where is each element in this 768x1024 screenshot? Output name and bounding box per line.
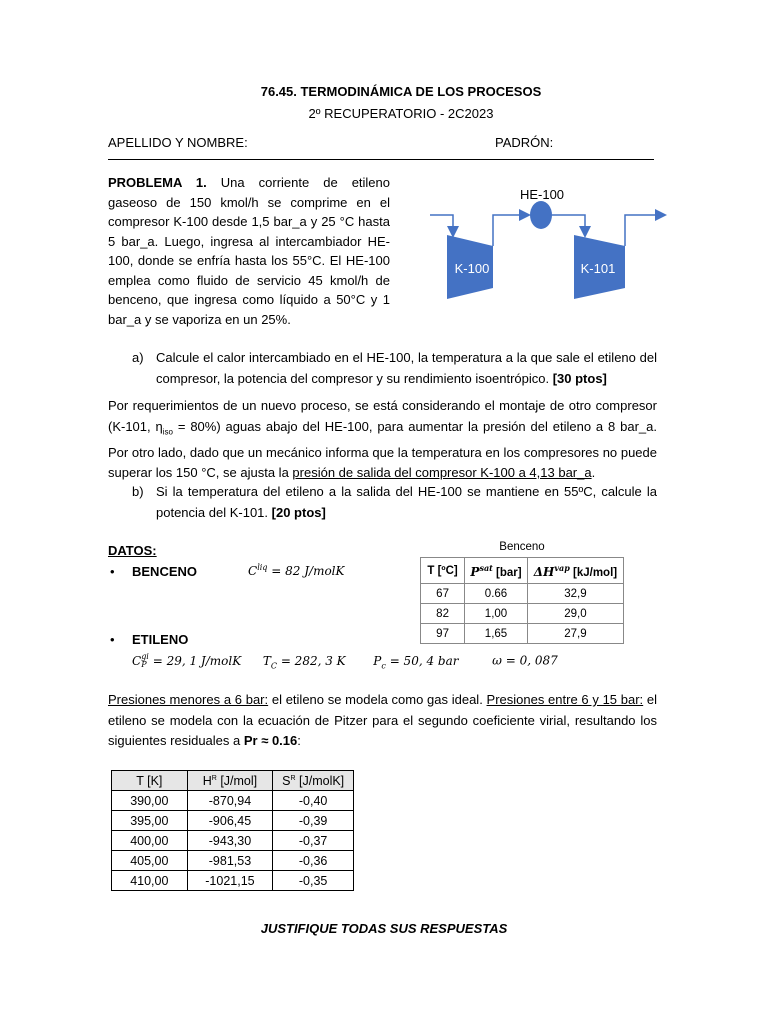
question-b-text: Si la temperatura del etileno a la salida del HE-100 se mantiene en 55ºC, calcule la potencia del K-101. (156, 484, 657, 520)
table-row: 67 0.66 32,9 (421, 584, 624, 604)
process-diagram (400, 175, 680, 305)
question-a (132, 348, 657, 389)
name-label: APELLIDO Y NOMBRE: (108, 135, 248, 150)
feed-stream (430, 215, 453, 235)
benceno-table (420, 557, 624, 644)
context-end: . (591, 465, 596, 481)
table-row: 390,00 -870,94 -0,40 (112, 791, 354, 811)
bullet-etileno: • (110, 632, 115, 647)
question-a-text: Calcule el calor intercambiado en el HE-100, la temperatura a la que sale el etileno del compresor, la potencia del compresor y su rendimiento isoentrópico. (156, 350, 657, 386)
k101-label: K-101 (580, 261, 616, 276)
pressure-note-low: Presiones menores a 6 bar: (108, 692, 269, 707)
course-title: 76.45. TERMODINÁMICA DE LOS PROCESOS (260, 84, 542, 99)
problem-text: Una corriente de etileno gaseoso de 150 kmol/h se comprime en el compresor K-100 desde 1,5 bar_a y 25 °C hasta 5 bar_a. Luego, ingresa al intercambiador HE-100, donde se enfría hasta los 55°C. El HE-100 emplea como fluido de servicio 45 kmol/h de benceno, que ingresa como líquido a 50°C y 1 bar_a y se vaporiza en un 25%. (108, 175, 391, 327)
table-row: 97 1,65 27,9 (421, 624, 624, 644)
benceno-table-caption: Benceno (499, 541, 545, 553)
context-underlined: presión de salida del compresor K-100 a 4,13 bar_a (292, 465, 592, 481)
benceno-label: BENCENO (132, 564, 198, 579)
id-label: PADRÓN: (495, 135, 554, 150)
etileno-tc: $T_C = 282$, 3 K (262, 653, 346, 670)
stream-he100-to-k101 (552, 215, 585, 235)
question-a-label: a) (132, 350, 144, 365)
residual-col-h: $H^R$ [J/mol] (187, 771, 273, 791)
question-b-label: b) (132, 484, 144, 499)
pressure-note-mid: Presiones entre 6 y 15 bar: (486, 692, 644, 707)
table-row: 82 1,00 29,0 (421, 604, 624, 624)
benceno-cp: $C^{liq} = 82$ J/molK (248, 563, 345, 578)
header-divider (108, 159, 654, 160)
table-row: 405,00 -981,53 -0,36 (112, 851, 354, 871)
problem-statement (108, 173, 390, 329)
etileno-label: ETILENO (132, 632, 189, 647)
etileno-cp: C gi P = 29, 1 J/molK (132, 652, 242, 669)
k100-label: K-100 (454, 261, 490, 276)
benceno-col-dhvap: $\Delta H^{vap}$ [kJ/mol] (527, 558, 623, 584)
bullet-benceno: • (110, 564, 115, 579)
context-paragraph (108, 396, 657, 484)
iso-subscript: iso (162, 427, 173, 437)
etileno-properties (132, 653, 558, 670)
question-b (132, 482, 657, 523)
table-row: 395,00 -906,45 -0,39 (112, 811, 354, 831)
heat-exchanger-shape (530, 201, 552, 229)
table-row: 400,00 -943,30 -0,37 (112, 831, 354, 851)
product-stream (625, 215, 664, 246)
he100-label: HE-100 (519, 187, 565, 202)
problem-heading: PROBLEMA 1. (108, 175, 207, 190)
etileno-pc: $P_c = 50$, 4 bar (373, 653, 459, 670)
reduced-pressure: Pr ≈ 0.16 (243, 733, 298, 748)
datos-heading: DATOS: (108, 543, 157, 558)
footer-instruction: JUSTIFIQUE TODAS SUS RESPUESTAS (260, 921, 508, 936)
residual-col-s: $S^R$ [J/molK] (273, 771, 354, 791)
context-text-1: Por requerimientos de un nuevo proceso, se está considerando el montaje de otro compresor (K-101, η (108, 398, 657, 434)
pressure-note: Presiones menores a 6 bar: el etileno se modela como gas ideal. Presiones entre 6 y 15 bar: el etileno se modela con la ecuación de Pitzer para el segundo coeficiente virial, resultando los siguientes residuales a Pr ≈ 0.16: (108, 692, 658, 748)
context-text-2: = 80%) aguas abajo del HE-100, para aumentar la presión del etileno a 8 bar_a. Por otro lado, dado que un mecánico informa que la temperatura en los compresores no puede superar los 150 °C, se ajusta la (108, 418, 657, 481)
residual-col-t: T [K] (112, 771, 188, 791)
benceno-col-t: T [ºC] (421, 558, 465, 584)
question-a-points: [30 ptos] (552, 370, 607, 386)
exam-name: 2º RECUPERATORIO - 2C2023 (308, 106, 494, 121)
benceno-col-psat: $P^{sat}$ [bar] (465, 558, 528, 584)
etileno-omega: ω = 0, 087 (492, 653, 558, 668)
stream-k100-to-he100 (493, 215, 528, 246)
question-b-points: [20 ptos] (271, 504, 326, 520)
table-row: 410,00 -1021,15 -0,35 (112, 871, 354, 891)
residual-table (111, 770, 354, 891)
